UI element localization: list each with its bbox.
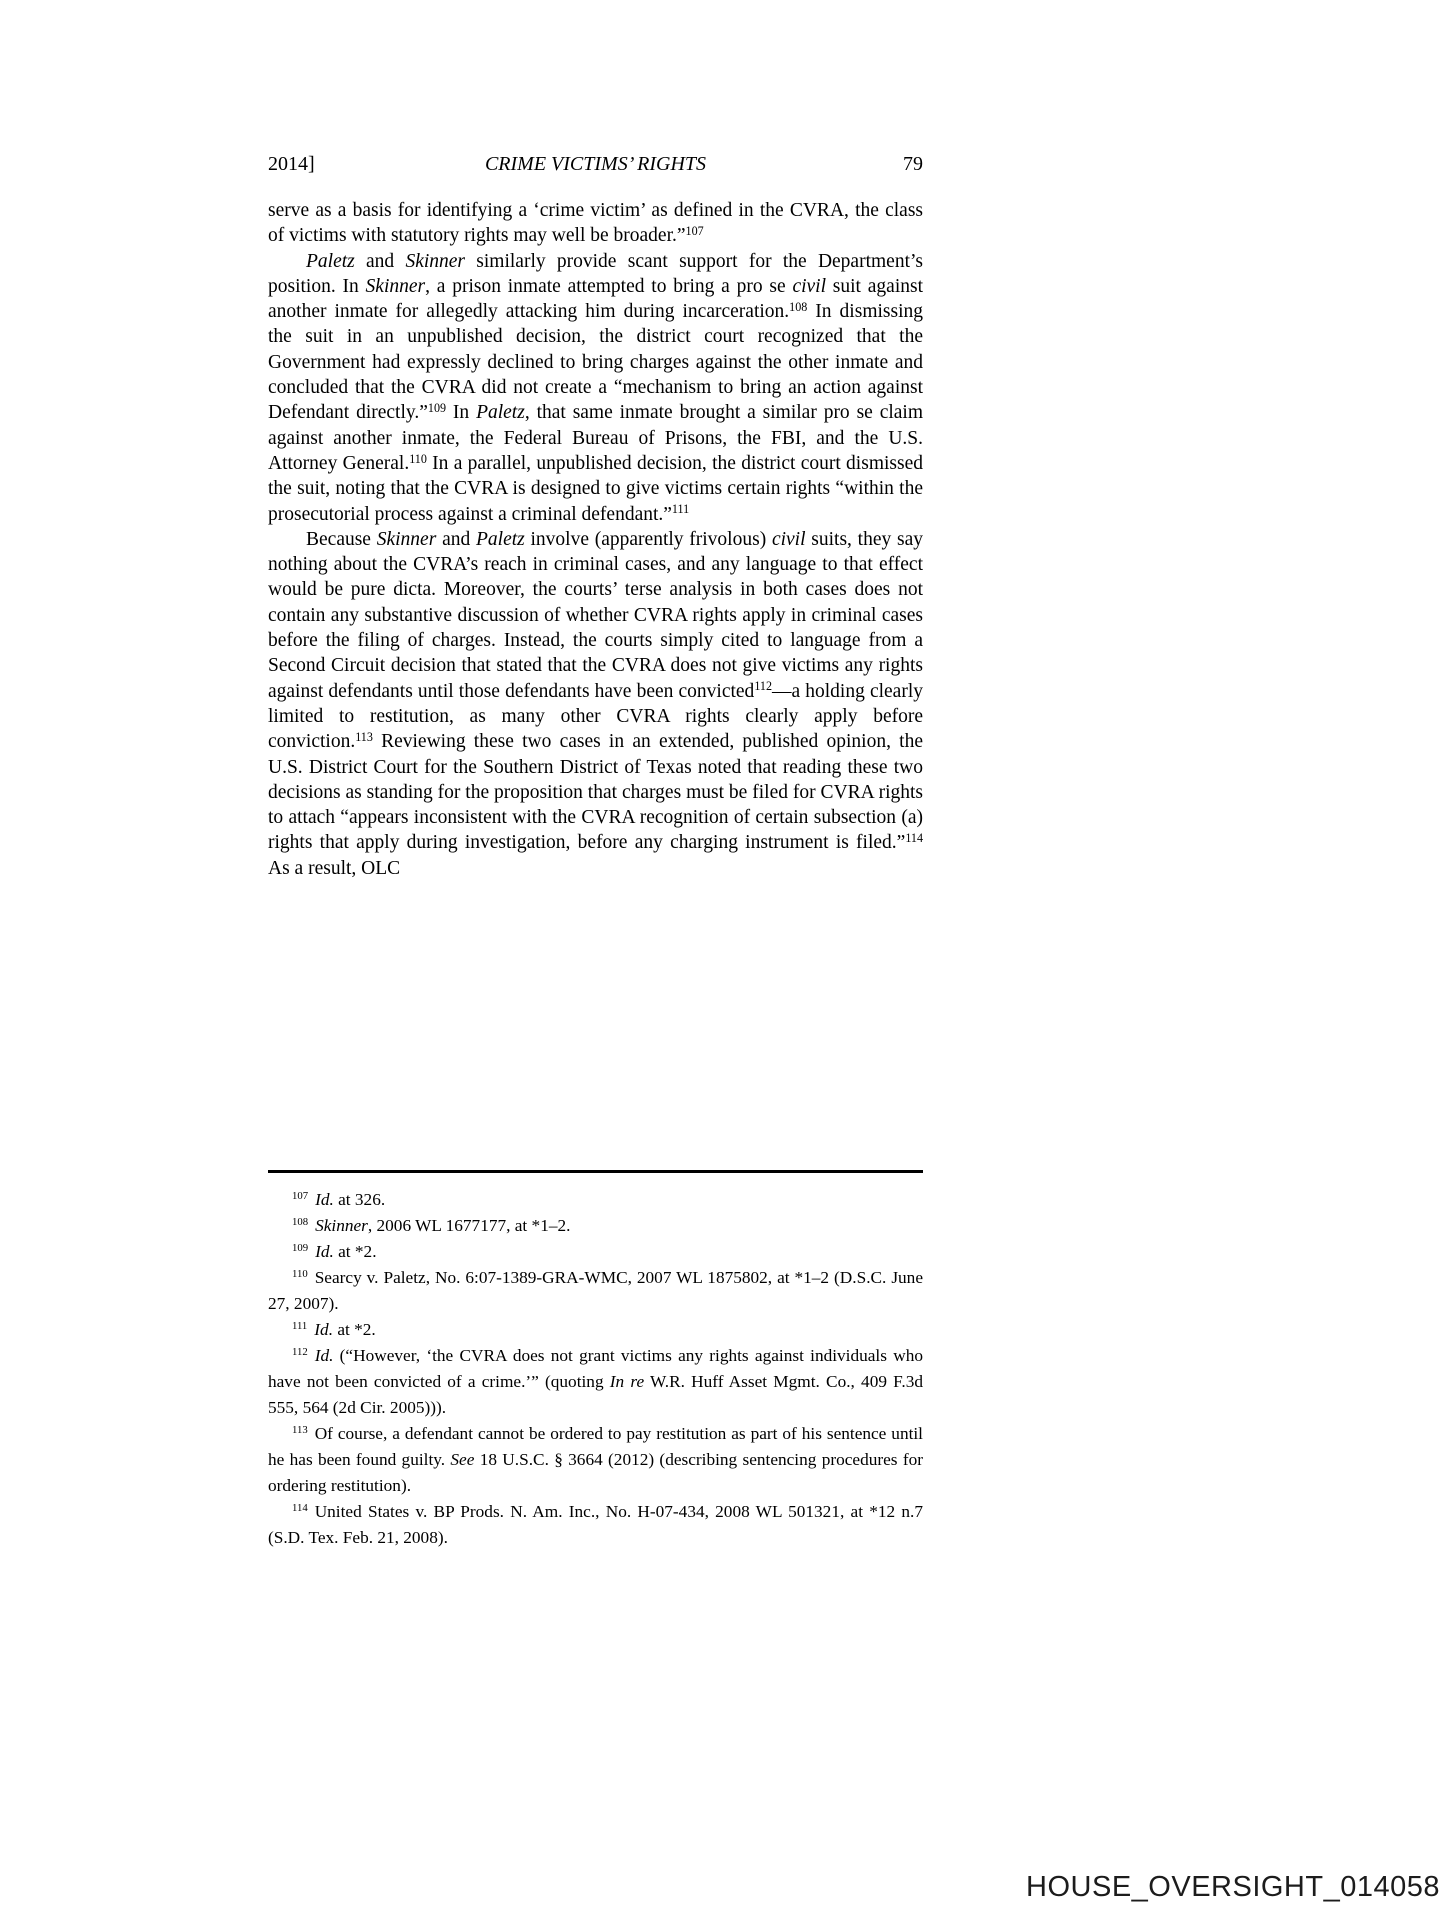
text-column [268, 152, 923, 881]
footnote-text: Id. at *2. [315, 1242, 377, 1261]
footnote-number: 107 [292, 1190, 309, 1203]
footnote-separator [268, 1170, 923, 1173]
body-paragraph: Because Skinner and Paletz involve (apparently frivolous) civil suits, they say nothing about the CVRA’s reach in criminal cases, and any language to that effect would be pure dicta. Moreover, the courts’ terse analysis in both cases does not contain any substantive discussion of whether CVRA rights apply in criminal cases before the filing of charges. Instead, the courts simply cited to language from a Second Circuit decision that stated that the CVRA does not give victims any rights against defendants until those defendants have been convicted$^{112}$—a holding clearly limited to restitution, as many other CVRA rights clearly apply before conviction.$^{113}$ Reviewing these two cases in an extended, published opinion, the U.S. District Court for the Southern District of Texas noted that reading these two decisions as standing for the proposition that charges must be filed for CVRA rights to attach “appears inconsistent with the CVRA recognition of certain subsection (a) rights that apply during investigation, before any charging instrument is filed.”$^{114}$ As a result, OLC [268, 528, 924, 879]
footnote-text: Id. (“However, ‘the CVRA does not grant victims any rights against individuals who have not been convicted of a crime.’” (quoting In re W.R. Huff Asset Mgmt. Co., 409 F.3d 555, 564 (2d Cir. 2005))). [268, 1346, 924, 1417]
footnote-number: 110 [292, 1268, 308, 1281]
running-header [268, 152, 923, 176]
footnote-text: Skinner, 2006 WL 1677177, at *1–2. [315, 1216, 571, 1235]
bates-stamp: HOUSE_OVERSIGHT_014058 [1026, 1871, 1440, 1903]
footnote-item [268, 1213, 923, 1239]
header-title: CRIME VICTIMS’ RIGHTS [484, 153, 707, 175]
footnotes-section [268, 1170, 923, 1551]
footnote-number: 108 [292, 1216, 309, 1229]
body-paragraph: serve as a basis for identifying a ‘crime victim’ as defined in the CVRA, the class of victims with statutory rights may well be broader.”$^{107}$ [268, 200, 923, 247]
footnote-text: Id. at *2. [314, 1320, 376, 1339]
footnote-number: 111 [292, 1320, 308, 1333]
footnote-text: Of course, a defendant cannot be ordered to pay restitution as part of his sentence until he has been found guilty. See 18 U.S.C. § 3664 (2012) (describing sentencing procedures for ordering restitution). [268, 1424, 923, 1495]
footnote-text: United States v. BP Prods. N. Am. Inc., No. H-07-434, 2008 WL 501321, at *12 n.7 (S.D. Tex. Feb. 21, 2008). [268, 1502, 923, 1547]
footnote-text: Searcy v. Paletz, No. 6:07-1389-GRA-WMC, 2007 WL 1875802, at *1–2 (D.S.C. June 27, 2007). [268, 1268, 923, 1313]
footnote-item [268, 1265, 923, 1317]
footnote-item [268, 1343, 923, 1421]
footnote-item [268, 1239, 923, 1265]
footnote-text: Id. at 326. [315, 1190, 386, 1209]
footnote-number: 109 [292, 1242, 309, 1255]
footnote-item [268, 1317, 923, 1343]
footnote-item [268, 1499, 923, 1551]
footnote-number: 112 [292, 1346, 308, 1359]
header-year: 2014] [268, 153, 315, 175]
document-body [268, 198, 923, 881]
footnote-item [268, 1187, 923, 1213]
header-page-number: 79 [903, 153, 923, 175]
footnote-item [268, 1421, 923, 1499]
footnote-number: 113 [292, 1424, 308, 1437]
body-paragraph: Paletz and Skinner similarly provide scant support for the Department’s position. In Skinner, a prison inmate attempted to bring a pro se civil suit against another inmate for allegedly attacking him during incarceration.$^{108}$ In dismissing the suit in an unpublished decision, the district court recognized that the Government had expressly declined to bring charges against the other inmate and concluded that the CVRA did not create a “mechanism to bring an action against Defendant directly.”$^{109}$ In Paletz, that same inmate brought a similar pro se claim against another inmate, the Federal Bureau of Prisons, the FBI, and the U.S. Attorney General.$^{110}$ In a parallel, unpublished decision, the district court dismissed the suit, noting that the CVRA is designed to give victims certain rights “within the prosecutorial process against a criminal defendant.”$^{111}$ [268, 250, 924, 525]
footnote-number: 114 [292, 1502, 308, 1515]
